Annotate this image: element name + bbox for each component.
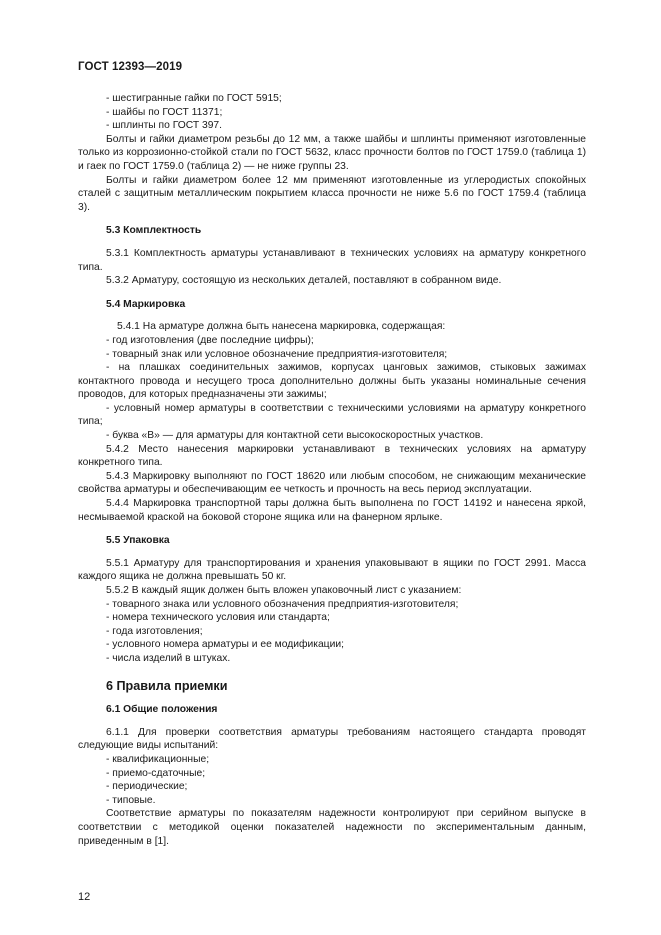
paragraph: 5.4.3 Маркировку выполняют по ГОСТ 18620 или любым способом, не снижающим механические свойства арматуры и обеспечивающим ее четкость и прочность на весь период эксплуатации. (78, 470, 586, 496)
paragraph: 5.4.4 Маркировка транспортной тары должна быть выполнена по ГОСТ 14192 и нанесена яркой, несмываемой краской на боковой стороне ящика или на фанерном ярлыке. (78, 498, 586, 523)
section-heading-5-5: 5.5 Упаковка (106, 535, 170, 547)
page-number: 12 (78, 891, 91, 903)
list-item: - номера технического условия или стандарта; (106, 612, 330, 624)
list-item: - шайбы по ГОСТ 11371; (106, 106, 223, 118)
list-item: - квалификационные; (106, 753, 210, 765)
list-item: - года изготовления; (106, 625, 203, 637)
section-heading-5-3: 5.3 Комплектность (106, 225, 202, 237)
paragraph: 5.3.1 Комплектность арматуры устанавливают в технических условиях на арматуру конкретного типа. (78, 247, 586, 273)
list-item: - буква «В» — для арматуры для контактной сети высокоскоростных участков. (106, 430, 484, 442)
list-item: - условного номера арматуры и ее модификации; (106, 639, 344, 651)
list-item: - год изготовления (две последние цифры); (106, 334, 314, 346)
document-header: ГОСТ 12393—2019 (78, 61, 183, 73)
section-heading-6-1: 6.1 Общие положения (106, 704, 218, 716)
list-item: - товарный знак или условное обозначение предприятия-изготовителя; (106, 348, 448, 360)
paragraph: 5.3.2 Арматуру, состоящую из нескольких деталей, поставляют в собранном виде. (106, 275, 502, 287)
chapter-heading-6: 6 Правила приемки (106, 678, 228, 693)
paragraph: Соответствие арматуры по показателям надежности контролируют при серийном выпуске в соответствии с методикой оценки показателей надежности по экспериментальным данным, приведенным в [1]. (78, 808, 586, 847)
paragraph: Болты и гайки диаметром резьбы до 12 мм, а также шайбы и шплинты применяют изготовленные только из коррозионно-стойкой стали по ГОСТ 5632, класс прочности болтов по ГОСТ 1759.0 (таблица 1) и гаек по ГОСТ 1759.0 (таблица 2) — не ниже группы 23. (78, 133, 586, 172)
list-item: - условный номер арматуры в соответствии с техническими условиями на арматуру конкретного типа; (78, 402, 586, 428)
paragraph: 5.5.2 В каждый ящик должен быть вложен упаковочный лист с указанием: (106, 585, 462, 596)
list-item: - товарного знака или условного обозначения предприятия-изготовителя; (106, 598, 459, 610)
section-heading-5-4: 5.4 Маркировка (106, 298, 186, 310)
document-body (78, 92, 586, 848)
list-item: - числа изделий в штуках. (106, 652, 231, 664)
list-item: - типовые. (106, 794, 156, 806)
list-item: - шестигранные гайки по ГОСТ 5915; (106, 93, 282, 104)
paragraph: 5.5.1 Арматуру для транспортирования и хранения упаковывают в ящики по ГОСТ 2991. Масса каждого ящика не должна превышать 50 кг. (78, 557, 586, 583)
list-item: - на плашках соединительных зажимов, корпусах цанговых зажимов, стыковых зажимах контактного провода и несущего троса дополнительно должны быть указаны номинальные сечения проводов, для которых предназначены эти зажимы; (78, 362, 586, 401)
paragraph: 5.4.1 На арматуре должна быть нанесена маркировка, содержащая: (117, 321, 446, 333)
list-item: - шплинты по ГОСТ 397. (106, 120, 223, 132)
paragraph: 6.1.1 Для проверки соответствия арматуры требованиям настоящего стандарта проводят следующие виды испытаний: (78, 726, 586, 752)
paragraph: Болты и гайки диаметром более 12 мм применяют изготовленные из углеродистых спокойных сталей с защитным металлическим покрытием класса прочности не ниже 5.6 по ГОСТ 1759.4 (таблица 3). (78, 174, 586, 213)
list-item: - приемо-сдаточные; (106, 767, 206, 779)
paragraph: 5.4.2 Место нанесения маркировки устанавливают в технических условиях на арматуру конкретного типа. (78, 443, 586, 469)
list-item: - периодические; (106, 781, 188, 793)
